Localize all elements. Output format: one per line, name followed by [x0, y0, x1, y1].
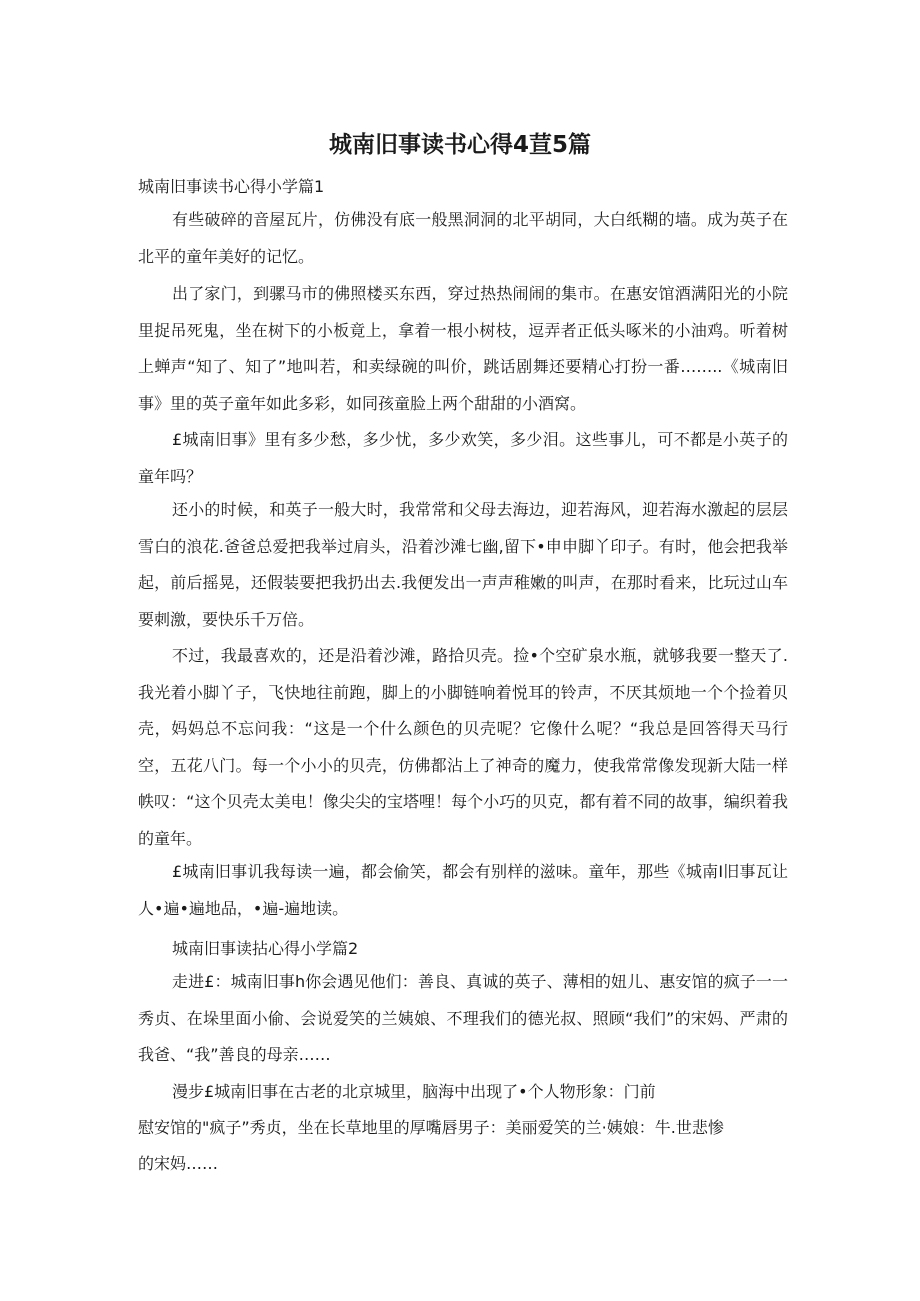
paragraph-5: 不过，我最喜欢的，还是沿着沙滩，路拾贝壳。捡•个空矿泉水瓶，就够我要一整天了.我光着小脚丫子，飞快地往前跑，脚上的小脚链响着悦耳的铃声，不厌其烦地一个个捡着贝壳，妈妈总不忘问我：“这是一个什么颜色的贝壳呢？它像什么呢？“我总是回答得天马行空，五花八门。每一个小小的贝壳，仿佛都沾上了神奇的魔力，使我常常像发现新大陆一样帙叹：“这个贝壳太美电！像尖尖的宝塔哩！每个小巧的贝克，都有着不同的故事，编织着我的童年。 — [138, 646, 788, 848]
paragraph-2: 出了家门，到骡马市的佛照楼买东西，穿过热热闹闹的集市。在惠安馆酒满阳光的小院里捉吊死鬼，坐在树下的小板竟上，拿着一根小树枝，逗弄者正低头啄米的小油鸡。听着树上蝉声“知了、知了”地叫若，和卖绿碗的叫价，跳话剧舞还要精心打扮一番……..《城南旧事》里的英子童年如此多彩，如同孩童脸上两个甜甜的小酒窝。 — [138, 284, 788, 413]
section-2-heading: 城南旧事读拈心得小学篇2 — [172, 939, 359, 958]
paragraph-6: £城南旧事讥我每读一遍，都会偷笑，都会有别样的滋味。童年，那些《城南I旧事瓦让人•遍•遍地品，•遍-遍地读。 — [138, 862, 788, 918]
paragraph-4: 还小的时候，和英子一般大时，我常常和父母去海边，迎若海风，迎若海水激起的层层雪白的浪花.爸爸总爱把我举过肩头，沿着沙滩七幽,留下•申申脚丫印子。有时，他会把我举起，前后摇晃，还假装要把我扔出去.我便发出一声声稚嫩的叫声，在那时看来，比玩过山车要刺激，要快乐千万倍。 — [138, 500, 788, 629]
paragraph-3: £城南旧事》里有多少愁，多少忧，多少欢笑，多少泪。这些事儿，可不都是小英子的童年吗？ — [138, 430, 788, 486]
document-title: 城南旧事读书心得4荁5篇 — [328, 132, 591, 158]
paragraph-1: 有些破碎的音屋瓦片，仿佛没有底一般黑洞洞的北平胡同，大白纸糊的墙。成为英子在北平的童年美好的记忆。 — [138, 210, 788, 266]
paragraph-8-line-2: 慰安馆的"疯子”秀贞，坐在长草地里的厚嘴唇男子：美丽爱笑的兰·姨娘：牛.世悲惨 — [138, 1118, 724, 1137]
section-1-heading: 城南旧事读书心得小学篇1 — [138, 177, 325, 196]
paragraph-7: 走进£：城南旧事h你会遇见他们：善良、真诚的英子、薄相的妞儿、惠安馆的疯子一一秀贞、在垛里面小偷、会说爱笑的兰姨娘、不理我们的德光叔、照顾“我们”的宋妈、严肃的我爸、“我”善良的母亲…… — [138, 972, 788, 1064]
paragraph-8-line-1: 漫步£城南旧事在古老的北京城里，脑海中出现了•个人物形象：门前 — [172, 1082, 656, 1101]
paragraph-8-line-3: 的宋妈…… — [138, 1154, 219, 1173]
